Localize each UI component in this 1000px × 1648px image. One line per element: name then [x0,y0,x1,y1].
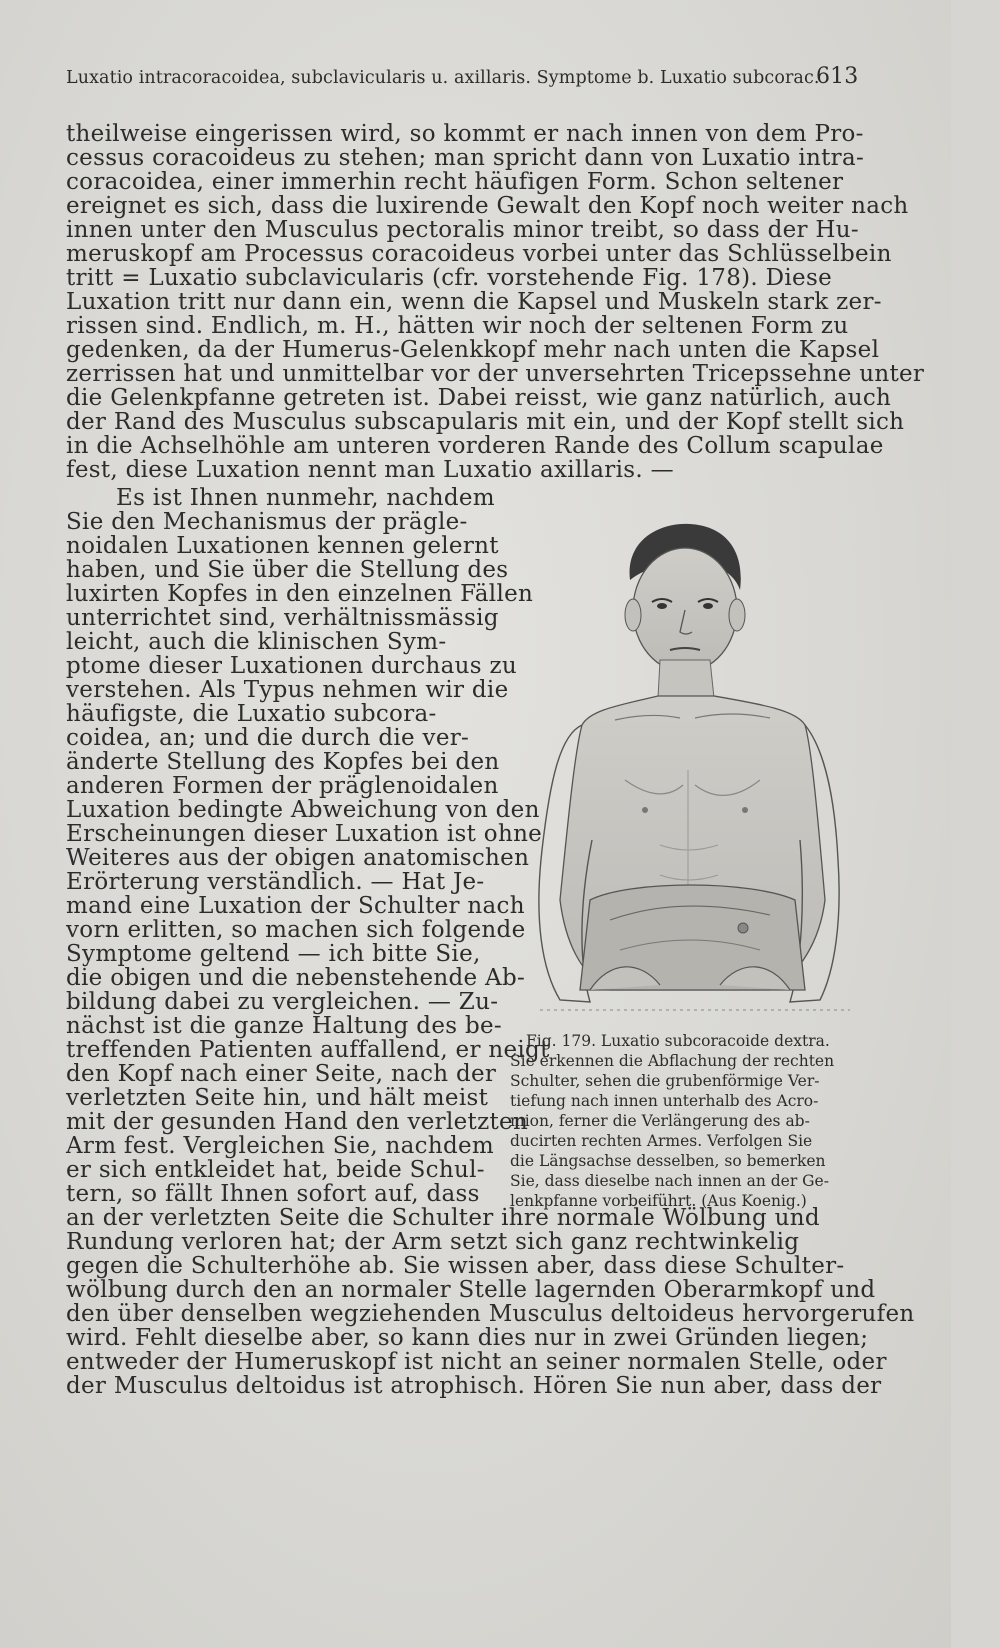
body-line: tritt = Luxatio subclavicularis (cfr. vorstehende Fig. 178). Diese [66,265,832,291]
column-line: nächst ist die ganze Haltung des be- [66,1013,502,1039]
body-line: theilweise eingerissen wird, so kommt er nach innen von dem Pro- [66,121,864,147]
caption-line: Sie erkennen die Abflachung der rechten [510,1052,835,1070]
column-line: anderen Formen der präglenoidalen [66,773,499,799]
caption-line: Sie, dass dieselbe nach innen an der Ge- [510,1172,829,1190]
column-line: tern, so fällt Ihnen sofort auf, dass [66,1181,480,1207]
body-line: den über denselben wegziehenden Musculus deltoideus hervorgerufen [66,1301,915,1327]
body-line: gegen die Schulterhöhe ab. Sie wissen aber, dass diese Schulter- [66,1253,845,1279]
caption-line: lenkpfanne vorbeiführt. (Aus Koenig.) [510,1192,807,1210]
body-line: wölbung durch den an normaler Stelle lagernden Oberarmkopf und [66,1277,876,1303]
page-number: 613 [816,64,859,89]
body-line: coracoidea, einer immerhin recht häufigen Form. Schon seltener [66,169,844,195]
body-line: zerrissen hat und unmittelbar vor der unversehrten Tricepssehne unter [66,361,925,387]
column-line: coidea, an; und die durch die ver- [66,725,470,751]
body-line: Luxation tritt nur dann ein, wenn die Kapsel und Muskeln stark zer- [66,289,882,315]
column-line: Luxation bedingte Abweichung von den [66,797,540,823]
caption-line: Fig. 179. Luxatio subcoracoide dextra. [526,1032,830,1050]
body-line: fest, diese Luxation nennt man Luxatio axillaris. — [66,457,674,483]
body-line: in die Achselhöhle am unteren vorderen Rande des Collum scapulae [66,433,884,459]
column-line: leicht, auch die klinischen Sym- [66,629,447,655]
column-line: unterrichtet sind, verhältnissmässig [66,605,499,631]
column-line: haben, und Sie über die Stellung des [66,557,509,583]
body-line: der Musculus deltoidus ist atrophisch. Hören Sie nun aber, dass der [66,1373,882,1399]
body-line: die Gelenkpfanne getreten ist. Dabei reisst, wie ganz natürlich, auch [66,385,892,411]
body-line: gedenken, da der Humerus-Gelenkkopf mehr nach unten die Kapsel [66,337,880,363]
body-line: rissen sind. Endlich, m. H., hätten wir noch der seltenen Form zu [66,313,849,339]
caption-line: tiefung nach innen unterhalb des Acro- [510,1092,819,1110]
column-line: die obigen und die nebenstehende Ab- [66,965,526,991]
column-line: Erscheinungen dieser Luxation ist ohne [66,821,543,847]
column-line: verletzten Seite hin, und hält meist [66,1085,489,1111]
column-line: bildung dabei zu vergleichen. — Zu- [66,989,499,1015]
column-line: Symptome geltend — ich bitte Sie, [66,941,481,967]
body-line: Rundung verloren hat; der Arm setzt sich ganz rechtwinkelig [66,1229,800,1255]
running-title: Luxatio intracoracoidea, subclavicularis u. axillaris. Symptome b. Luxatio subcorac. [66,68,820,88]
patient-illustration [520,520,865,1030]
column-line: ptome dieser Luxationen durchaus zu [66,653,518,679]
body-line: cessus coracoideus zu stehen; man spricht dann von Luxatio intra- [66,145,865,171]
caption-line: Schulter, sehen die grubenförmige Ver- [510,1072,820,1090]
body-line: entweder der Humeruskopf ist nicht an seiner normalen Stelle, oder [66,1349,887,1375]
column-line: mit der gesunden Hand den verletzten [66,1109,529,1135]
column-line: häufigste, die Luxatio subcora- [66,701,437,727]
running-head [66,64,866,89]
column-line: Sie den Mechanismus der prägle- [66,509,468,535]
column-line: er sich entkleidet hat, beide Schul- [66,1157,485,1183]
column-line: Erörterung verständlich. — Hat Je- [66,869,485,895]
column-line: noidalen Luxationen kennen gelernt [66,533,499,559]
body-line: der Rand des Musculus subscapularis mit ein, und der Kopf stellt sich [66,409,905,435]
caption-line: mion, ferner die Verlängerung des ab- [510,1112,810,1130]
figure-179 [520,520,865,1030]
column-line: Es ist Ihnen nunmehr, nachdem [116,485,495,511]
column-line: Arm fest. Vergleichen Sie, nachdem [66,1133,495,1159]
column-line: mand eine Luxation der Schulter nach [66,893,525,919]
column-line: den Kopf nach einer Seite, nach der [66,1061,497,1087]
body-line: wird. Fehlt dieselbe aber, so kann dies nur in zwei Gründen liegen; [66,1325,869,1351]
body-line: an der verletzten Seite die Schulter ihre normale Wölbung und [66,1205,820,1231]
body-line: ereignet es sich, dass die luxirende Gewalt den Kopf noch weiter nach [66,193,909,219]
column-line: verstehen. Als Typus nehmen wir die [66,677,509,703]
column-line: Weiteres aus der obigen anatomischen [66,845,530,871]
body-line: meruskopf am Processus coracoideus vorbei unter das Schlüsselbein [66,241,892,267]
caption-line: ducirten rechten Armes. Verfolgen Sie [510,1132,813,1150]
column-line: änderte Stellung des Kopfes bei den [66,749,500,775]
caption-line: die Längsachse desselben, so bemerken [510,1152,826,1170]
column-line: vorn erlitten, so machen sich folgende [66,917,526,943]
body-line: innen unter den Musculus pectoralis minor treibt, so dass der Hu- [66,217,859,243]
column-line: luxirten Kopfes in den einzelnen Fällen [66,581,534,607]
column-line: treffenden Patienten auffallend, er neigt [66,1037,550,1063]
